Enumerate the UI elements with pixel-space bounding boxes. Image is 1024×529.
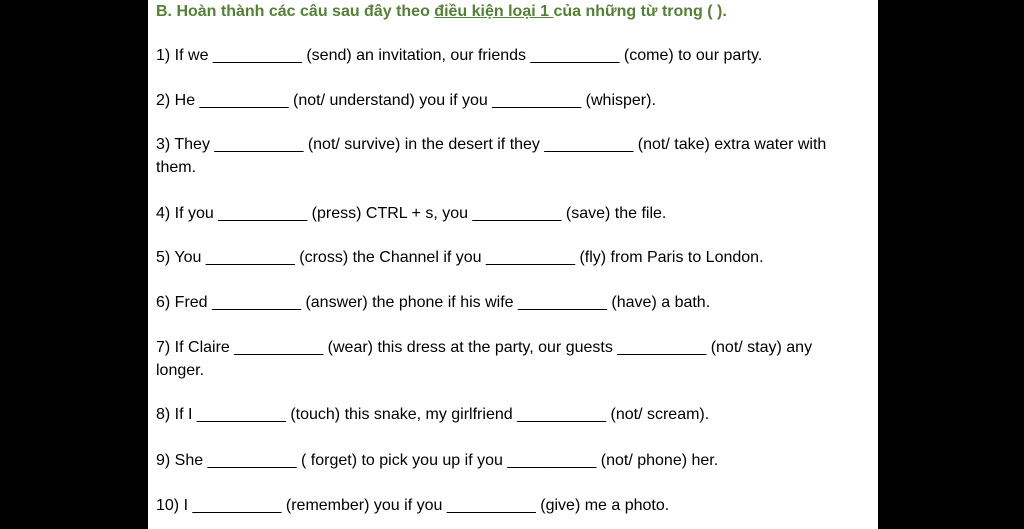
exercise-heading — [156, 2, 727, 21]
question-1: 1) If we __________ (send) an invitation, our friends __________ (come) to our party. — [156, 47, 763, 64]
question-6: 6) Fred __________ (answer) the phone if his wife __________ (have) a bath. — [156, 294, 711, 311]
question-2: 2) He __________ (not/ understand) you if you __________ (whisper). — [156, 92, 656, 109]
question-9: 9) She __________ ( forget) to pick you up if you __________ (not/ phone) her. — [156, 452, 719, 469]
question-10: 10) I __________ (remember) you if you __________ (give) me a photo. — [156, 497, 670, 514]
question-3: 3) They __________ (not/ survive) in the desert if they __________ (not/ take) extra water with them. — [156, 136, 827, 176]
question-4: 4) If you __________ (press) CTRL + s, you __________ (save) the file. — [156, 205, 667, 222]
question-8: 8) If I __________ (touch) this snake, my girlfriend __________ (not/ scream). — [156, 406, 710, 423]
question-5: 5) You __________ (cross) the Channel if you __________ (fly) from Paris to London. — [156, 249, 764, 266]
document-page — [148, 0, 878, 529]
heading-prefix: B. Hoàn thành các câu sau đây theo — [156, 3, 435, 20]
heading-underlined: điều kiện loại 1 — [434, 3, 554, 20]
heading-suffix: của những từ trong ( ). — [553, 3, 727, 20]
question-7: 7) If Claire __________ (wear) this dress at the party, our guests __________ (not/ stay) any longer. — [156, 339, 813, 379]
